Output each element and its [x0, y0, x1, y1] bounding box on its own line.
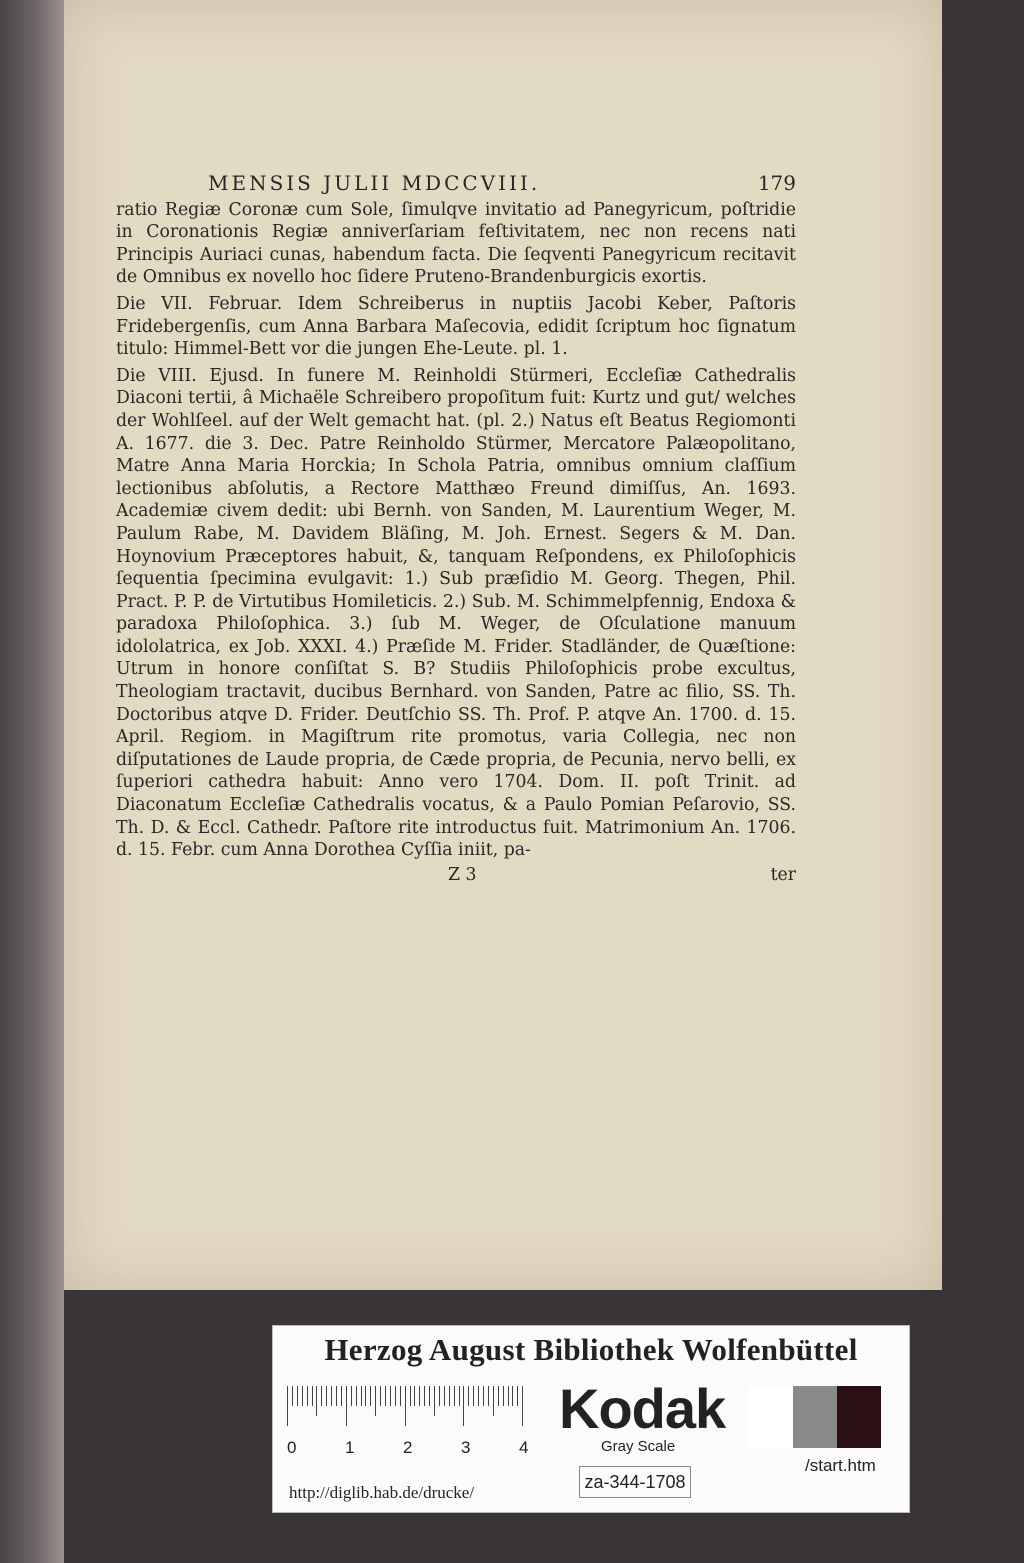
- signature-mark: Z 3: [448, 864, 477, 885]
- paragraph-text: Die VIII. Ejusd. In funere M. Reinholdi Stürmeri, Eccleſiæ Cathedralis Diaconi tertii, â Michaële Schreibero propoſitum fuit: Kurtz und gut/ welches der Wohlſeel. auf der Welt gemacht hat. (pl. 2.) Natus eſt Beatus Regiomonti A. 1677. die 3. Dec. Patre Reinholdo Stürmer, Mercatore Palæopolitano, Matre Anna Maria Horckia; In Schola Patria, omnibus omnium claſſium lectionibus abſolutis, a Rectore Matthæo Freund dimiſſus, An. 1693. Academiæ civem dedit: ubi Bernh. von Sanden, M. Laurentium Weger, M. Paulum Rabe, M. Davidem Bläſing, M. Joh. Ernest. Segers & M. Dan. Hoynovium Præceptores habuit, &, tanquam Reſpondens, ex Philoſophicis ſequentia ſpecimina evulgavit: 1.) Sub præſidio M. Georg. Thegen, Phil. Pract. P. P. de Virtutibus Homileticis. 2.) Sub. M. Schimmelpfennig, Endoxa & paradoxa Philoſophica. 3.) ſub M. Weger, de Oſculatione manuum idololatrica, ex Job. XXXI. 4.) Præſide M. Frider. Stadländer, de Quæſtione: Utrum in honore conſiſtat S. B? Studiis Philoſophicis probe excultus, Theologiam tractavit, ducibus Bernhard. von Sanden, Patre ac filio, SS. Th. Doctoribus atqve D. Frider. Deutſchio SS. Th. Prof. P. atqve An. 1700. d. 15. April. Regiom. in Magiſtrum rite promotus, varia Collegia, nec non diſputationes de Laude propria, de Cæde propria, de Pecunia, nervo belli, ex ſuperiori cathedra habuit: Anno vero 1704. Dom. II. poſt Trinit. ad Diaconatum Eccleſiæ Cathedralis vocatus, & a Paulo Pomian Peſarovio, SS. Th. D. & Eccl. Cathedr. Paſtore rite introductus fuit. Matrimonium An. 1706. d. 15. Febr. cum Anna Dorothea Cyſſia iniit, pa-: [116, 365, 796, 861]
- ruler-tick: [351, 1386, 352, 1406]
- gray-scale-label: Gray Scale: [601, 1438, 676, 1455]
- ruler-tick: [400, 1386, 401, 1406]
- page-number: 179: [757, 171, 796, 195]
- ruler-tick: [463, 1386, 464, 1426]
- ruler-tick: [375, 1386, 376, 1416]
- catchword: ter: [770, 864, 796, 885]
- ruler-number: 2: [403, 1438, 413, 1457]
- ruler-tick: [380, 1386, 381, 1406]
- archive-color-target-label: [272, 1325, 910, 1513]
- ruler-tick: [454, 1386, 455, 1406]
- ruler-tick: [292, 1386, 293, 1406]
- ruler-number: 3: [461, 1438, 471, 1457]
- ruler-tick: [326, 1386, 327, 1406]
- shelfmark-code: za-344-1708: [579, 1466, 691, 1498]
- ruler-tick: [498, 1386, 499, 1406]
- ruler-tick: [488, 1386, 489, 1406]
- swatch-dark: [837, 1386, 881, 1448]
- swatch-gray: [793, 1386, 837, 1448]
- ruler-tick: [341, 1386, 342, 1406]
- ruler-tick: [297, 1386, 298, 1406]
- ruler-tick: [429, 1386, 430, 1406]
- ruler-tick: [493, 1386, 494, 1416]
- ruler-number: 1: [345, 1438, 355, 1457]
- ruler-tick: [361, 1386, 362, 1406]
- library-name: Herzog August Bibliothek Wolfenbüttel: [324, 1332, 858, 1367]
- ruler-number: 4: [519, 1438, 529, 1457]
- ruler-tick: [410, 1386, 411, 1406]
- ruler-tick: [414, 1386, 415, 1406]
- running-head-title: MENSIS JULII MDCCVIII.: [208, 171, 541, 195]
- ruler-tick: [503, 1386, 504, 1406]
- ruler-tick: [287, 1386, 288, 1426]
- gray-scale-swatches: [749, 1386, 881, 1448]
- book-page: [64, 0, 942, 1290]
- ruler-tick: [365, 1386, 366, 1406]
- ruler-tick: [512, 1386, 513, 1406]
- ruler-tick: [522, 1386, 523, 1426]
- paragraph-3: [116, 365, 796, 862]
- ruler-tick: [434, 1386, 435, 1416]
- digital-library-url: http://diglib.hab.de/drucke/: [289, 1483, 475, 1502]
- ruler-tick: [473, 1386, 474, 1406]
- ruler-tick: [302, 1386, 303, 1406]
- ruler-tick: [424, 1386, 425, 1406]
- ruler-tick: [439, 1386, 440, 1406]
- ruler-number: 0: [287, 1438, 297, 1457]
- ruler-tick: [478, 1386, 479, 1406]
- ruler-tick: [356, 1386, 357, 1406]
- scale-ruler: [287, 1386, 527, 1430]
- paragraph-text: Die VII. Februar. Idem Schreiberus in nuptiis Jacobi Keber, Paſtoris Fridebergenſis, cum Anna Barbara Maſecovia, edidit ſcriptum hoc ſignatum titulo: Himmel-Bett vor die jungen Ehe-Leute. pl. 1.: [116, 293, 796, 360]
- ruler-tick: [370, 1386, 371, 1406]
- ruler-tick: [419, 1386, 420, 1406]
- ruler-tick: [336, 1386, 337, 1406]
- ruler-tick: [483, 1386, 484, 1406]
- kodak-logo: Kodak: [559, 1377, 726, 1440]
- ruler-tick: [449, 1386, 450, 1406]
- ruler-tick: [459, 1386, 460, 1406]
- swatch-white: [749, 1386, 793, 1448]
- ruler-tick: [331, 1386, 332, 1406]
- ruler-tick: [307, 1386, 308, 1406]
- paragraph-1: [116, 199, 796, 289]
- ruler-tick: [321, 1386, 322, 1406]
- page-text-block: [116, 172, 796, 886]
- ruler-tick: [316, 1386, 317, 1416]
- start-page-path: /start.htm: [805, 1456, 876, 1475]
- ruler-tick: [385, 1386, 386, 1406]
- ruler-tick: [517, 1386, 518, 1406]
- ruler-tick: [468, 1386, 469, 1406]
- adjacent-page-edge: [0, 0, 64, 1563]
- paragraph-text: ratio Regiæ Coronæ cum Sole, ſimulqve invitatio ad Panegyricum, poſtridie in Coronationis Regiæ anniverſariam feſtivitatem, nec non recens nati Principis Auriaci cunas, habendum facta. Die ſeqventi Panegyricum recitavit de Omnibus ex novello hoc ſidere Pruteno-Brandenburgicis exortis.: [116, 199, 796, 288]
- ruler-numbers: [287, 1438, 537, 1460]
- page-footer: [116, 864, 796, 887]
- paragraph-2: [116, 293, 796, 361]
- ruler-tick: [395, 1386, 396, 1406]
- ruler-tick: [346, 1386, 347, 1426]
- ruler-tick: [508, 1386, 509, 1406]
- ruler-tick: [405, 1386, 406, 1426]
- ruler-tick: [444, 1386, 445, 1406]
- running-head: [116, 172, 796, 195]
- ruler-tick: [312, 1386, 313, 1406]
- ruler-tick: [390, 1386, 391, 1406]
